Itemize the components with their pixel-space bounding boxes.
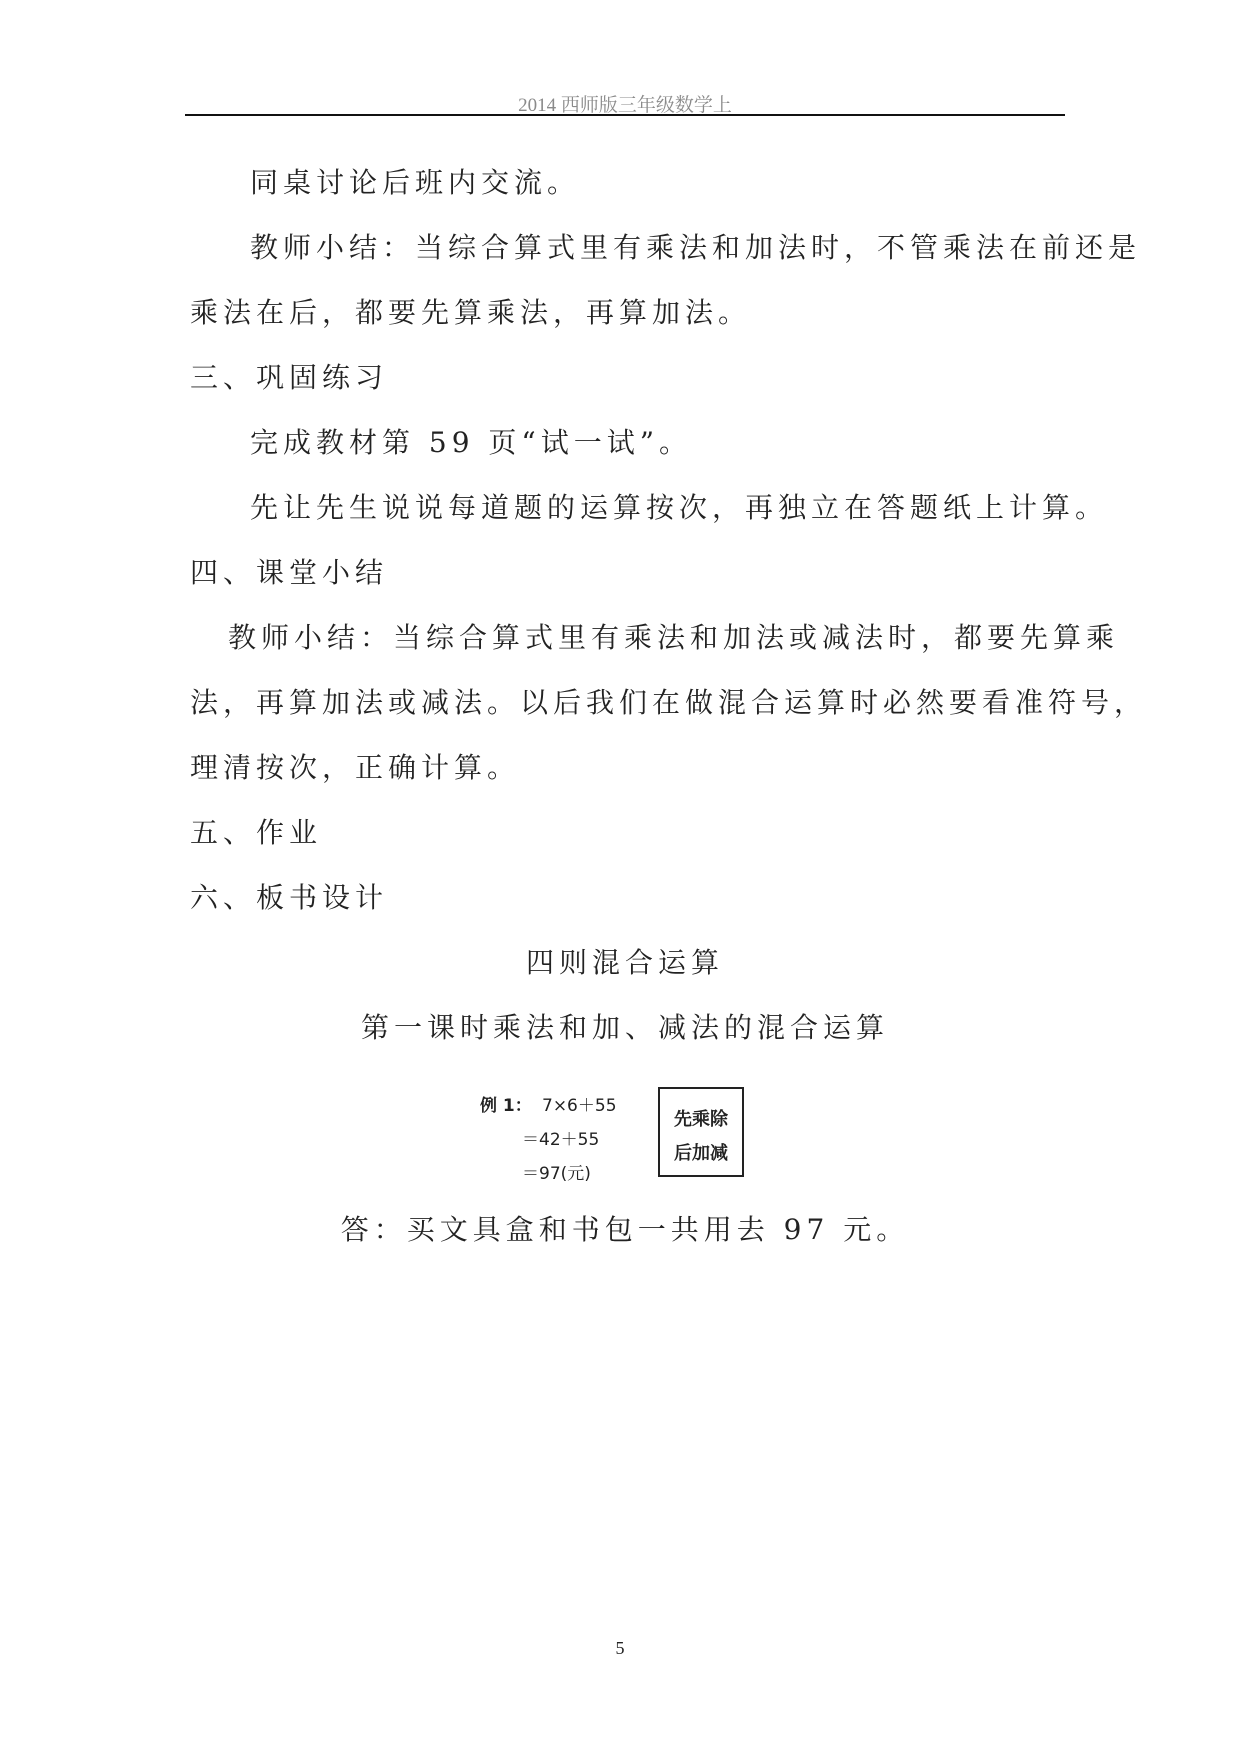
paragraph-line: 先让先生说说每道题的运算按次，再独立在答题纸上计算。 xyxy=(250,491,1109,524)
paragraph-line: 理清按次，正确计算。 xyxy=(190,751,521,784)
section-heading: 三、巩固练习 xyxy=(190,361,389,394)
paragraph-line: 法，再算加法或减法。以后我们在做混合运算时必然要看准符号， xyxy=(190,686,1148,719)
paragraph-line: 完成教材第 59 页“试一试”。 xyxy=(250,426,693,459)
board-subtitle: 第一课时乘法和加、减法的混合运算 xyxy=(360,1011,889,1044)
rule-box-line: 后加减 xyxy=(674,1143,728,1164)
answer-line: 答：买文具盒和书包一共用去 97 元。 xyxy=(340,1213,910,1246)
example-label: 例 1： xyxy=(480,1096,532,1116)
page-number: 5 xyxy=(615,1638,625,1658)
header-divider xyxy=(185,114,1065,116)
paragraph-line: 教师小结：当综合算式里有乘法和加法时，不管乘法在前还是 xyxy=(250,231,1142,264)
rule-box-line: 先乘除 xyxy=(674,1109,728,1130)
page-header: 2014 西师版三年级数学上 xyxy=(518,95,732,116)
rule-box xyxy=(658,1087,744,1177)
example-step: ＝97(元) xyxy=(522,1164,591,1184)
section-heading: 六、板书设计 xyxy=(190,881,389,914)
section-heading: 四、课堂小结 xyxy=(190,556,389,589)
paragraph-line: 同桌讨论后班内交流。 xyxy=(250,166,581,199)
example-step: 7×6＋55 xyxy=(542,1096,617,1116)
example-step: ＝42＋55 xyxy=(522,1130,600,1150)
board-title: 四则混合运算 xyxy=(525,946,724,979)
section-heading: 五、作业 xyxy=(190,816,323,849)
paragraph-line: 乘法在后，都要先算乘法，再算加法。 xyxy=(190,296,752,329)
example-figure xyxy=(480,1087,760,1197)
paragraph-line: 教师小结：当综合算式里有乘法和加法或减法时，都要先算乘 xyxy=(228,621,1120,654)
